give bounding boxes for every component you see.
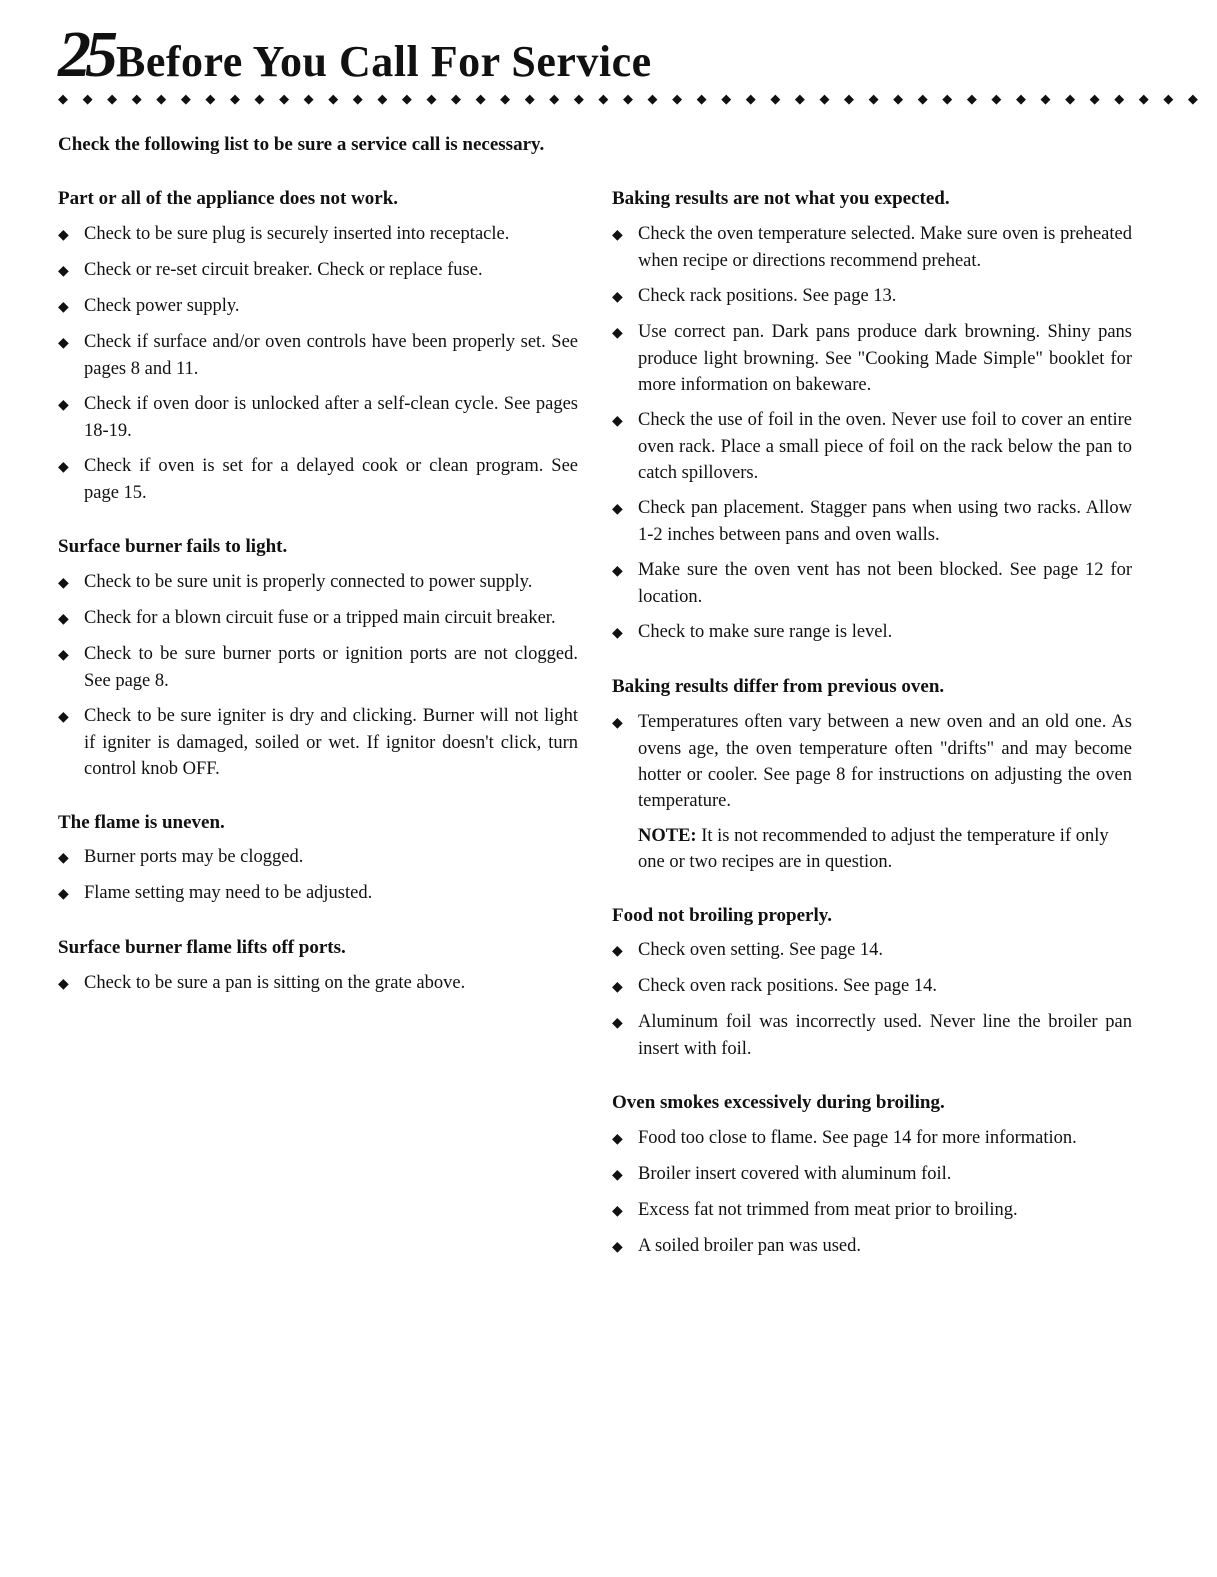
left-column <box>58 188 578 1027</box>
list-item: ◆ Check to be sure plug is securely inserted into receptacle. <box>58 221 578 248</box>
diamond-divider-icon: ◆ <box>451 92 461 107</box>
diamond-divider-icon: ◆ <box>1163 92 1174 107</box>
list-item: ◆ Aluminum foil was incorrectly used. Never line the broiler pan insert with foil. <box>612 1012 1132 1060</box>
page-header <box>58 18 1198 107</box>
diamond-bullet-icon: ◆ <box>612 1167 623 1184</box>
diamond-divider-icon: ◆ <box>966 92 977 107</box>
diamond-divider-icon: ◆ <box>1187 92 1198 107</box>
diamond-bullet-icon: ◆ <box>612 624 623 641</box>
diamond-bullet-icon: ◆ <box>58 646 69 663</box>
diamond-divider-icon: ◆ <box>1138 92 1149 107</box>
diamond-bullet-icon: ◆ <box>612 562 623 579</box>
diamond-bullet-icon: ◆ <box>58 298 69 315</box>
diamond-divider-icon: ◆ <box>598 92 609 107</box>
note-text: NOTE: It is not recommended to adjust the temperature if only one or two recipes are in question. <box>638 825 1109 872</box>
diamond-bullet-icon: ◆ <box>612 1239 623 1256</box>
diamond-divider-icon: ◆ <box>303 92 314 107</box>
list-item: ◆ Check if oven is set for a delayed cook or clean program. See page 15. <box>58 455 578 503</box>
list-item: ◆ Check the use of foil in the oven. Never use foil to cover an entire oven rack. Place a small piece of foil on the rack below the pan to catch spillovers. <box>612 409 1132 483</box>
list-item: ◆ Flame setting may need to be adjusted. <box>58 880 578 907</box>
diamond-bullet-icon: ◆ <box>612 226 623 243</box>
list-item: ◆ Check to be sure burner ports or ignition ports are not clogged. See page 8. <box>58 643 578 691</box>
diamond-divider-icon: ◆ <box>794 92 805 107</box>
diamond-divider-icon: ◆ <box>524 92 535 107</box>
diamond-divider-icon: ◆ <box>107 92 118 107</box>
list-item: ◆ Check oven setting. See page 14. <box>612 937 1132 964</box>
diamond-bullet-icon: ◆ <box>612 412 623 429</box>
diamond-divider-icon: ◆ <box>401 92 412 107</box>
diamond-divider-icon: ◆ <box>475 92 486 107</box>
section-heading: Baking results differ from previous oven. <box>612 675 945 697</box>
note-label: NOTE: <box>638 825 697 846</box>
diamond-bullet-icon: ◆ <box>612 1131 623 1148</box>
diamond-bullet-icon: ◆ <box>612 979 623 996</box>
diamond-divider-icon: ◆ <box>156 92 167 107</box>
diamond-divider-icon: ◆ <box>1089 92 1100 107</box>
diamond-divider-icon: ◆ <box>205 92 216 107</box>
section-burner-fails <box>58 536 578 782</box>
diamond-divider-icon: ◆ <box>745 92 756 107</box>
list-item: ◆ A soiled broiler pan was used. <box>612 1233 1132 1260</box>
list-item: ◆ Broiler insert covered with aluminum foil. <box>612 1161 1132 1188</box>
diamond-divider <box>58 92 1198 107</box>
list-item: ◆ Check oven rack positions. See page 14. <box>612 973 1132 1000</box>
list-item: ◆ Check power supply. <box>58 293 578 320</box>
section-heading: Baking results are not what you expected. <box>612 188 950 209</box>
list-item: ◆ Make sure the oven vent has not been blocked. See page 12 for location. <box>612 559 1132 607</box>
diamond-bullet-icon: ◆ <box>612 288 623 305</box>
diamond-divider-icon: ◆ <box>573 92 584 107</box>
section-heading: Surface burner fails to light. <box>58 535 288 557</box>
diamond-divider-icon: ◆ <box>844 92 854 107</box>
list-item: ◆ Check to make sure range is level. <box>612 619 1132 646</box>
diamond-divider-icon: ◆ <box>279 92 290 107</box>
diamond-divider-icon: ◆ <box>1015 92 1026 107</box>
list-item: ◆ Check for a blown circuit fuse or a tripped main circuit breaker. <box>58 605 578 632</box>
diamond-bullet-icon: ◆ <box>58 976 69 993</box>
diamond-divider-icon: ◆ <box>377 92 388 107</box>
diamond-divider-icon: ◆ <box>770 92 781 107</box>
list-item: ◆ Check the oven temperature selected. Make sure oven is preheated when recipe or directions recommend preheat. <box>612 223 1132 271</box>
diamond-divider-icon: ◆ <box>180 92 191 107</box>
diamond-divider-icon: ◆ <box>1114 92 1125 107</box>
diamond-bullet-icon: ◆ <box>612 943 623 960</box>
diamond-bullet-icon: ◆ <box>58 708 69 725</box>
section-flame-lifts <box>58 937 578 997</box>
diamond-bullet-icon: ◆ <box>612 500 623 517</box>
list-item: ◆ Check rack positions. See page 13. <box>612 283 1132 310</box>
section-heading: Part or all of the appliance does not work. <box>58 188 399 209</box>
diamond-divider-icon: ◆ <box>131 92 142 107</box>
intro-text: Check the following list to be sure a service call is necessary. <box>58 134 545 155</box>
list-item: ◆ Check if surface and/or oven controls have been properly set. See pages 8 and 11. <box>58 331 578 379</box>
diamond-divider-icon: ◆ <box>991 92 1002 107</box>
diamond-divider-icon: ◆ <box>647 92 658 107</box>
diamond-bullet-icon: ◆ <box>58 574 69 591</box>
diamond-bullet-icon: ◆ <box>612 1203 623 1220</box>
list-item: ◆ Check if oven door is unlocked after a self-clean cycle. See pages 18-19. <box>58 393 578 441</box>
diamond-divider-icon: ◆ <box>549 92 560 107</box>
list-item: ◆ Check to be sure a pan is sitting on the grate above. <box>58 970 578 997</box>
list-item: ◆ Food too close to flame. See page 14 for more information. <box>612 1125 1132 1152</box>
diamond-bullet-icon: ◆ <box>58 850 69 867</box>
diamond-divider-icon: ◆ <box>721 92 732 107</box>
diamond-bullet-icon: ◆ <box>58 610 69 627</box>
diamond-divider-icon: ◆ <box>1040 92 1051 107</box>
diamond-divider-icon: ◆ <box>1065 92 1076 107</box>
section-appliance-not-work <box>58 188 578 506</box>
diamond-bullet-icon: ◆ <box>58 396 69 413</box>
diamond-bullet-icon: ◆ <box>612 1015 623 1032</box>
diamond-divider-icon: ◆ <box>58 92 68 107</box>
right-column <box>612 188 1132 1290</box>
list-item: ◆ Temperatures often vary between a new oven and an old one. As ovens age, the oven temperature often "drifts" and may become hotter or cooler. See page 8 for instructions on adjusting the oven temperature. <box>612 711 1132 811</box>
diamond-divider-icon: ◆ <box>819 92 830 107</box>
diamond-bullet-icon: ◆ <box>58 886 69 903</box>
diamond-divider-icon: ◆ <box>696 92 707 107</box>
diamond-divider-icon: ◆ <box>426 92 437 107</box>
list-item: ◆ Check to be sure unit is properly connected to power supply. <box>58 569 578 596</box>
diamond-divider-icon: ◆ <box>672 92 683 107</box>
list-item: ◆ Excess fat not trimmed from meat prior to broiling. <box>612 1197 1132 1224</box>
section-broiling <box>612 905 1132 1063</box>
section-heading: Surface burner flame lifts off ports. <box>58 937 346 959</box>
diamond-bullet-icon: ◆ <box>612 714 623 731</box>
page-title: Before You Call For Service <box>116 37 652 86</box>
diamond-divider-icon: ◆ <box>328 92 339 107</box>
diamond-bullet-icon: ◆ <box>612 324 623 341</box>
diamond-divider-icon: ◆ <box>500 92 511 107</box>
diamond-divider-icon: ◆ <box>942 92 953 107</box>
diamond-bullet-icon: ◆ <box>58 226 69 243</box>
section-heading: Oven smokes excessively during broiling. <box>612 1092 945 1114</box>
section-flame-uneven <box>58 812 578 908</box>
section-baking-differs <box>612 676 1132 875</box>
diamond-divider-icon: ◆ <box>622 92 633 107</box>
diamond-divider-icon: ◆ <box>352 92 363 107</box>
list-item: ◆ Use correct pan. Dark pans produce dark browning. Shiny pans produce light browning. See "Cooking Made Simple" booklet for more information on bakeware. <box>612 321 1132 395</box>
list-item: ◆ Check or re-set circuit breaker. Check or replace fuse. <box>58 257 578 284</box>
diamond-divider-icon: ◆ <box>229 92 240 107</box>
section-heading: Food not broiling properly. <box>612 904 832 926</box>
diamond-bullet-icon: ◆ <box>58 262 69 279</box>
diamond-divider-icon: ◆ <box>868 92 879 107</box>
diamond-divider-icon: ◆ <box>254 92 265 107</box>
list-item: ◆ Check to be sure igniter is dry and clicking. Burner will not light if igniter is damaged, soiled or wet. If ignitor doesn't click, turn control knob OFF. <box>58 705 578 779</box>
diamond-divider-icon: ◆ <box>82 92 93 107</box>
section-heading: The flame is uneven. <box>58 811 225 833</box>
title-row <box>58 18 1198 91</box>
list-item: ◆ Check pan placement. Stagger pans when using two racks. Allow 1-2 inches between pans and oven walls. <box>612 497 1132 545</box>
diamond-bullet-icon: ◆ <box>58 334 69 351</box>
diamond-bullet-icon: ◆ <box>58 458 69 475</box>
diamond-divider-icon: ◆ <box>917 92 928 107</box>
list-item: ◆ Burner ports may be clogged. <box>58 844 578 871</box>
section-baking-not-expected <box>612 188 1132 646</box>
diamond-divider-icon: ◆ <box>893 92 904 107</box>
page-number: 25 <box>58 18 112 91</box>
section-smokes <box>612 1092 1132 1260</box>
